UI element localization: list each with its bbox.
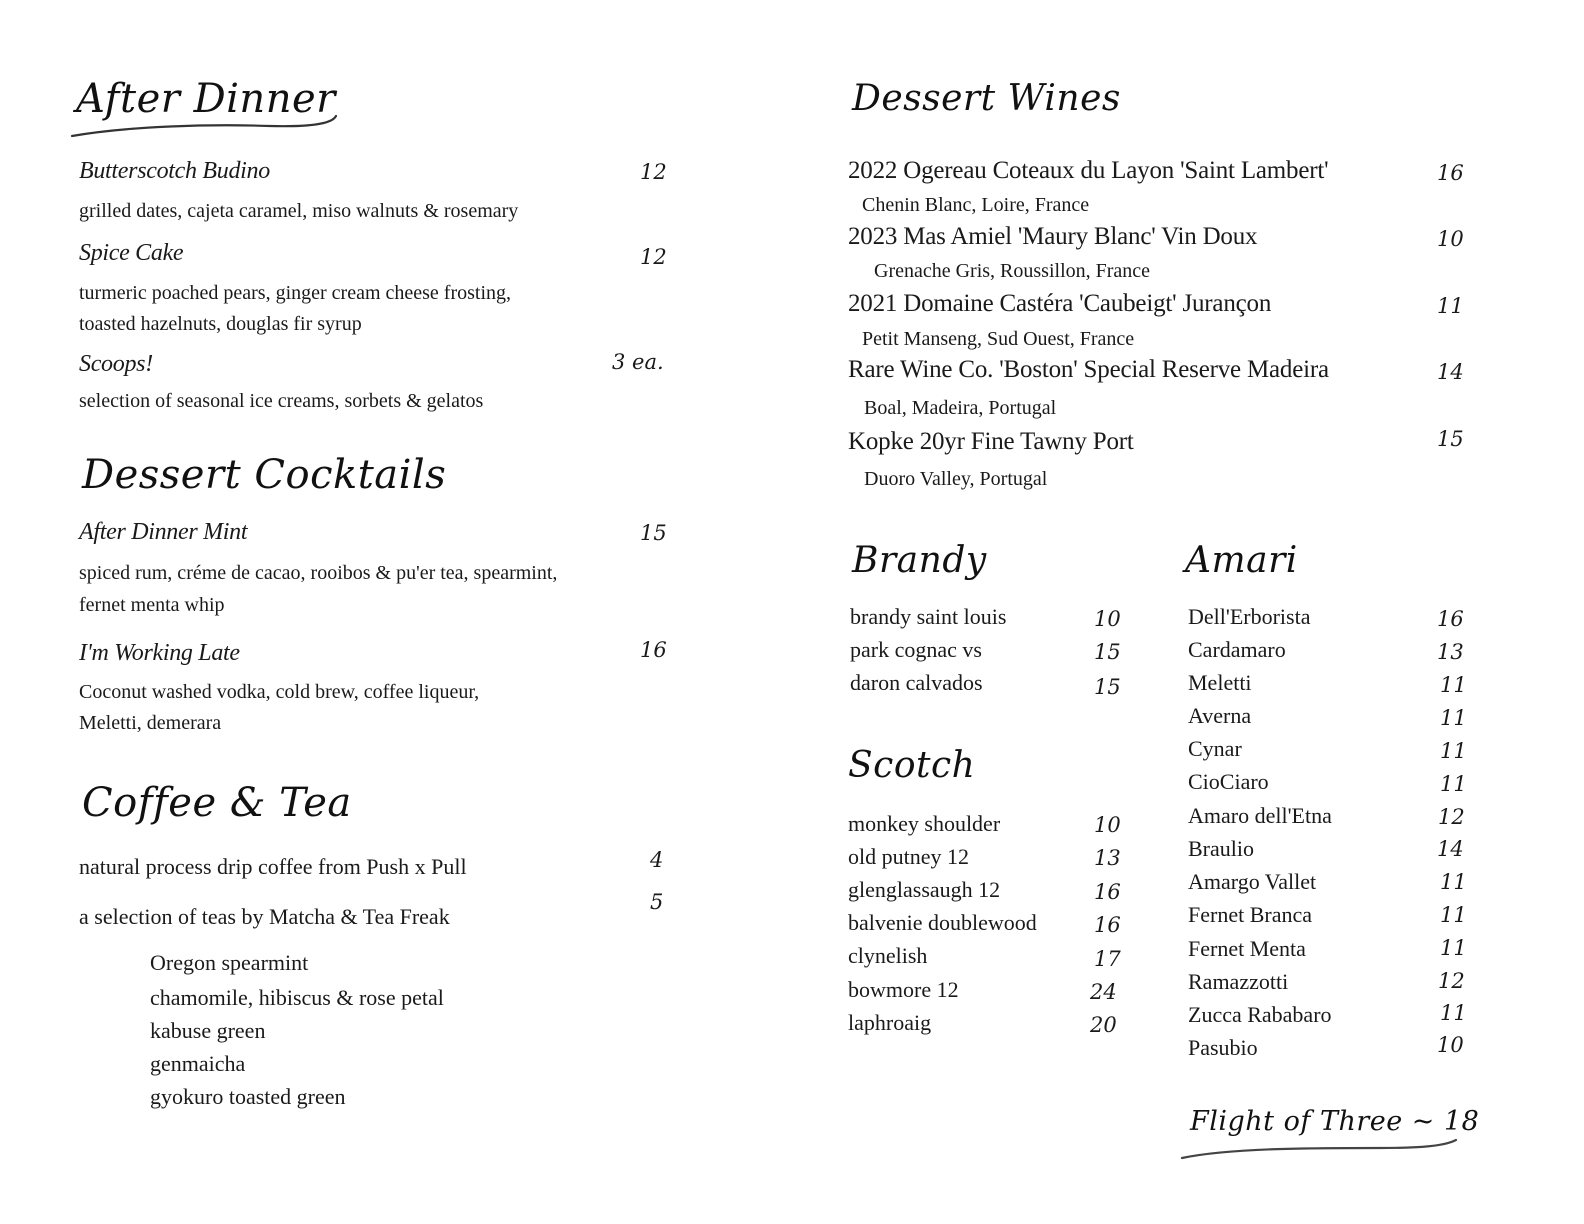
amari-price: 11 bbox=[1440, 870, 1467, 894]
item-desc-im-working-late-line2: Meletti, demerara bbox=[79, 712, 222, 734]
amari-price: 11 bbox=[1440, 673, 1467, 697]
scotch-item: laphroaig bbox=[848, 1010, 932, 1035]
item-name-spice-cake: Spice Cake bbox=[79, 240, 184, 266]
amari-price: 13 bbox=[1437, 640, 1464, 664]
wine-price: 10 bbox=[1437, 227, 1464, 251]
amari-price: 12 bbox=[1438, 969, 1465, 993]
item-price-butterscotch-budino: 12 bbox=[640, 160, 667, 184]
amari-price: 11 bbox=[1440, 903, 1467, 927]
scotch-item: bowmore 12 bbox=[848, 977, 959, 1002]
flight-swash-decoration bbox=[1180, 1136, 1460, 1164]
amari-price: 11 bbox=[1440, 1001, 1467, 1025]
scotch-item: clynelish bbox=[848, 943, 928, 968]
scotch-price: 10 bbox=[1094, 813, 1121, 837]
wine-name: Rare Wine Co. 'Boston' Special Reserve Madeira bbox=[848, 356, 1329, 383]
coffee-price: 4 bbox=[650, 848, 664, 872]
tea-item: a selection of teas by Matcha & Tea Freak bbox=[79, 904, 450, 929]
coffee-item: natural process drip coffee from Push x Pull bbox=[79, 854, 467, 879]
brandy-item: daron calvados bbox=[850, 670, 983, 695]
item-desc-after-dinner-mint-line2: fernet menta whip bbox=[79, 594, 225, 616]
tea-option: gyokuro toasted green bbox=[150, 1084, 346, 1109]
brandy-item: brandy saint louis bbox=[850, 604, 1007, 629]
wine-region: Duoro Valley, Portugal bbox=[864, 468, 1048, 490]
dessert-cocktails-heading: Dessert Cocktails bbox=[82, 452, 447, 498]
item-desc-scoops: selection of seasonal ice creams, sorbets & gelatos bbox=[79, 390, 484, 412]
amari-item: Braulio bbox=[1188, 836, 1254, 861]
item-price-scoops: 3 ea. bbox=[612, 350, 664, 374]
wine-name: 2022 Ogereau Coteaux du Layon 'Saint Lambert' bbox=[848, 157, 1329, 184]
amari-price: 11 bbox=[1440, 739, 1467, 763]
amari-item: Zucca Rababaro bbox=[1188, 1002, 1332, 1027]
amari-item: CioCiaro bbox=[1188, 769, 1269, 794]
scotch-price: 16 bbox=[1094, 913, 1121, 937]
flight-of-three: Flight of Three ~ 18 bbox=[1190, 1106, 1480, 1137]
scotch-price: 20 bbox=[1090, 1013, 1117, 1037]
dessert-wines-heading: Dessert Wines bbox=[852, 78, 1121, 119]
amari-heading: Amari bbox=[1185, 540, 1298, 581]
item-desc-im-working-late-line1: Coconut washed vodka, cold brew, coffee liqueur, bbox=[79, 681, 480, 703]
wine-region: Petit Manseng, Sud Ouest, France bbox=[862, 328, 1135, 350]
wine-region: Chenin Blanc, Loire, France bbox=[862, 194, 1090, 216]
item-price-after-dinner-mint: 15 bbox=[640, 521, 667, 545]
item-desc-spice-cake-line2: toasted hazelnuts, douglas fir syrup bbox=[79, 313, 362, 335]
amari-price: 11 bbox=[1440, 706, 1467, 730]
amari-item: Amaro dell'Etna bbox=[1188, 803, 1332, 828]
amari-price: 14 bbox=[1437, 837, 1464, 861]
heading-swash-decoration bbox=[70, 112, 340, 142]
amari-item: Dell'Erborista bbox=[1188, 604, 1311, 629]
wine-region: Grenache Gris, Roussillon, France bbox=[874, 260, 1151, 282]
tea-price: 5 bbox=[650, 890, 664, 914]
item-name-butterscotch-budino: Butterscotch Budino bbox=[79, 158, 270, 184]
amari-item: Pasubio bbox=[1188, 1035, 1258, 1060]
brandy-heading: Brandy bbox=[852, 540, 987, 581]
item-desc-spice-cake-line1: turmeric poached pears, ginger cream cheese frosting, bbox=[79, 282, 512, 304]
scotch-price: 17 bbox=[1094, 947, 1121, 971]
scotch-item: old putney 12 bbox=[848, 844, 969, 869]
wine-price: 16 bbox=[1437, 161, 1464, 185]
wine-name: 2023 Mas Amiel 'Maury Blanc' Vin Doux bbox=[848, 223, 1258, 250]
amari-price: 16 bbox=[1437, 607, 1464, 631]
item-name-scoops: Scoops! bbox=[79, 351, 153, 377]
scotch-price: 16 bbox=[1094, 880, 1121, 904]
wine-price: 15 bbox=[1437, 427, 1464, 451]
amari-price: 10 bbox=[1437, 1033, 1464, 1057]
amari-item: Fernet Branca bbox=[1188, 902, 1312, 927]
item-price-spice-cake: 12 bbox=[640, 245, 667, 269]
wine-price: 11 bbox=[1437, 294, 1464, 318]
amari-item: Fernet Menta bbox=[1188, 936, 1306, 961]
item-name-im-working-late: I'm Working Late bbox=[79, 640, 240, 666]
tea-option: genmaicha bbox=[150, 1051, 246, 1076]
amari-item: Cynar bbox=[1188, 736, 1242, 761]
scotch-item: glenglassaugh 12 bbox=[848, 877, 1001, 902]
tea-option: kabuse green bbox=[150, 1018, 266, 1043]
brandy-item: park cognac vs bbox=[850, 637, 982, 662]
item-name-after-dinner-mint: After Dinner Mint bbox=[79, 519, 248, 545]
tea-option: chamomile, hibiscus & rose petal bbox=[150, 985, 444, 1010]
brandy-price: 15 bbox=[1094, 675, 1121, 699]
amari-item: Meletti bbox=[1188, 670, 1252, 695]
wine-region: Boal, Madeira, Portugal bbox=[864, 397, 1057, 419]
scotch-heading: Scotch bbox=[848, 745, 976, 786]
amari-price: 11 bbox=[1440, 936, 1467, 960]
amari-item: Averna bbox=[1188, 703, 1252, 728]
scotch-item: balvenie doublewood bbox=[848, 910, 1037, 935]
amari-price: 11 bbox=[1440, 772, 1467, 796]
wine-price: 14 bbox=[1437, 360, 1464, 384]
brandy-price: 10 bbox=[1094, 607, 1121, 631]
scotch-price: 24 bbox=[1090, 980, 1117, 1004]
scotch-item: monkey shoulder bbox=[848, 811, 1001, 836]
item-desc-butterscotch-budino: grilled dates, cajeta caramel, miso walnuts & rosemary bbox=[79, 200, 519, 222]
scotch-price: 13 bbox=[1094, 846, 1121, 870]
item-price-im-working-late: 16 bbox=[640, 638, 667, 662]
amari-item: Cardamaro bbox=[1188, 637, 1286, 662]
brandy-price: 15 bbox=[1094, 640, 1121, 664]
wine-name: 2021 Domaine Castéra 'Caubeigt' Jurançon bbox=[848, 290, 1272, 317]
coffee-tea-heading: Coffee & Tea bbox=[82, 780, 352, 826]
wine-name: Kopke 20yr Fine Tawny Port bbox=[848, 428, 1134, 455]
amari-item: Amargo Vallet bbox=[1188, 869, 1317, 894]
after-dinner-heading: After Dinner bbox=[76, 76, 336, 122]
amari-price: 12 bbox=[1438, 805, 1465, 829]
tea-option: Oregon spearmint bbox=[150, 950, 309, 975]
item-desc-after-dinner-mint-line1: spiced rum, créme de cacao, rooibos & pu'er tea, spearmint, bbox=[79, 562, 558, 584]
amari-item: Ramazzotti bbox=[1188, 969, 1289, 994]
